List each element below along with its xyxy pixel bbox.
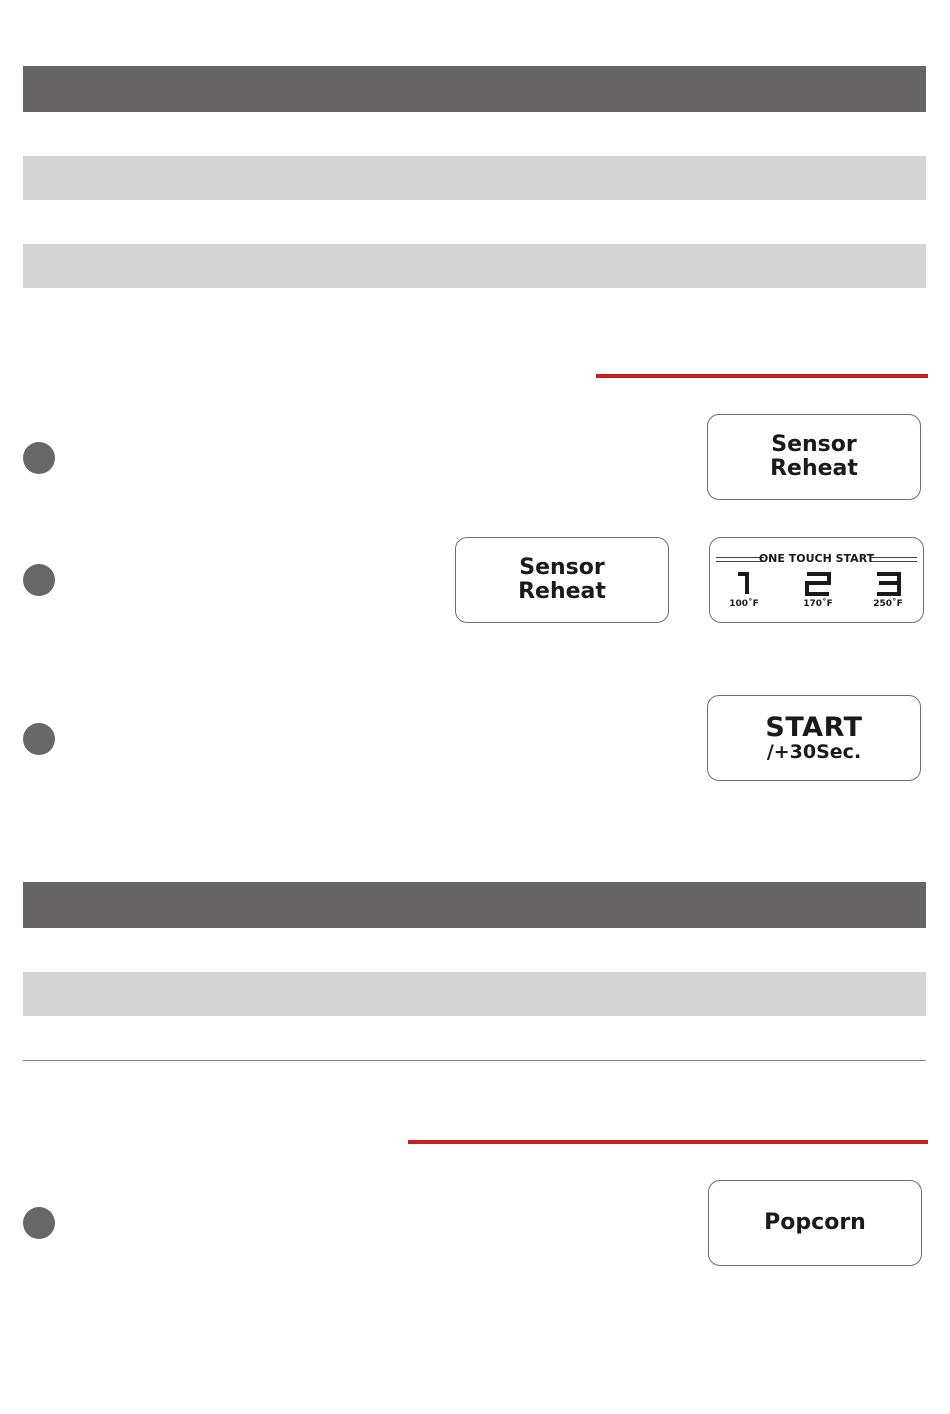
one-touch-temp-2: 170˚F	[803, 599, 833, 609]
segment-digit-2-icon	[803, 570, 833, 597]
sensor-reheat-button[interactable]	[707, 414, 921, 500]
section-header-bar	[23, 66, 926, 112]
one-touch-start-title: ONE TOUCH START	[758, 552, 875, 565]
sensor-reheat-label-line1: Sensor	[519, 555, 605, 581]
heading-accent-rule	[596, 374, 928, 378]
popcorn-step-1-marker	[23, 1207, 55, 1239]
one-touch-start-panel	[709, 537, 924, 623]
section-2-header-bar	[23, 882, 926, 928]
one-touch-button-1[interactable]	[714, 570, 774, 609]
section-subheader-bar	[23, 156, 926, 200]
one-touch-button-3[interactable]	[858, 570, 918, 609]
sensor-reheat-button-repeat[interactable]	[455, 537, 669, 623]
section-2-subheader-bar	[23, 972, 926, 1016]
sensor-reheat-label-line2: Reheat	[518, 579, 606, 604]
one-touch-button-2[interactable]	[788, 570, 848, 609]
popcorn-label: Popcorn	[764, 1210, 866, 1236]
sensor-reheat-label-line1: Sensor	[771, 432, 857, 458]
start-label: START	[765, 712, 863, 744]
segment-digit-1-icon	[729, 570, 759, 597]
start-button[interactable]	[707, 695, 921, 781]
step-3-marker	[23, 723, 55, 755]
one-touch-temp-1: 100˚F	[729, 599, 759, 609]
segment-digit-3-icon	[873, 570, 903, 597]
sensor-reheat-label-line2: Reheat	[770, 456, 858, 481]
section-2-divider	[23, 1060, 926, 1061]
popcorn-heading-accent-rule	[408, 1140, 928, 1144]
one-touch-temp-3: 250˚F	[873, 599, 903, 609]
step-1-marker	[23, 442, 55, 474]
step-2-marker	[23, 564, 55, 596]
popcorn-button[interactable]	[708, 1180, 922, 1266]
start-sublabel: /+30Sec.	[766, 741, 862, 764]
section-subheader-bar-2	[23, 244, 926, 288]
